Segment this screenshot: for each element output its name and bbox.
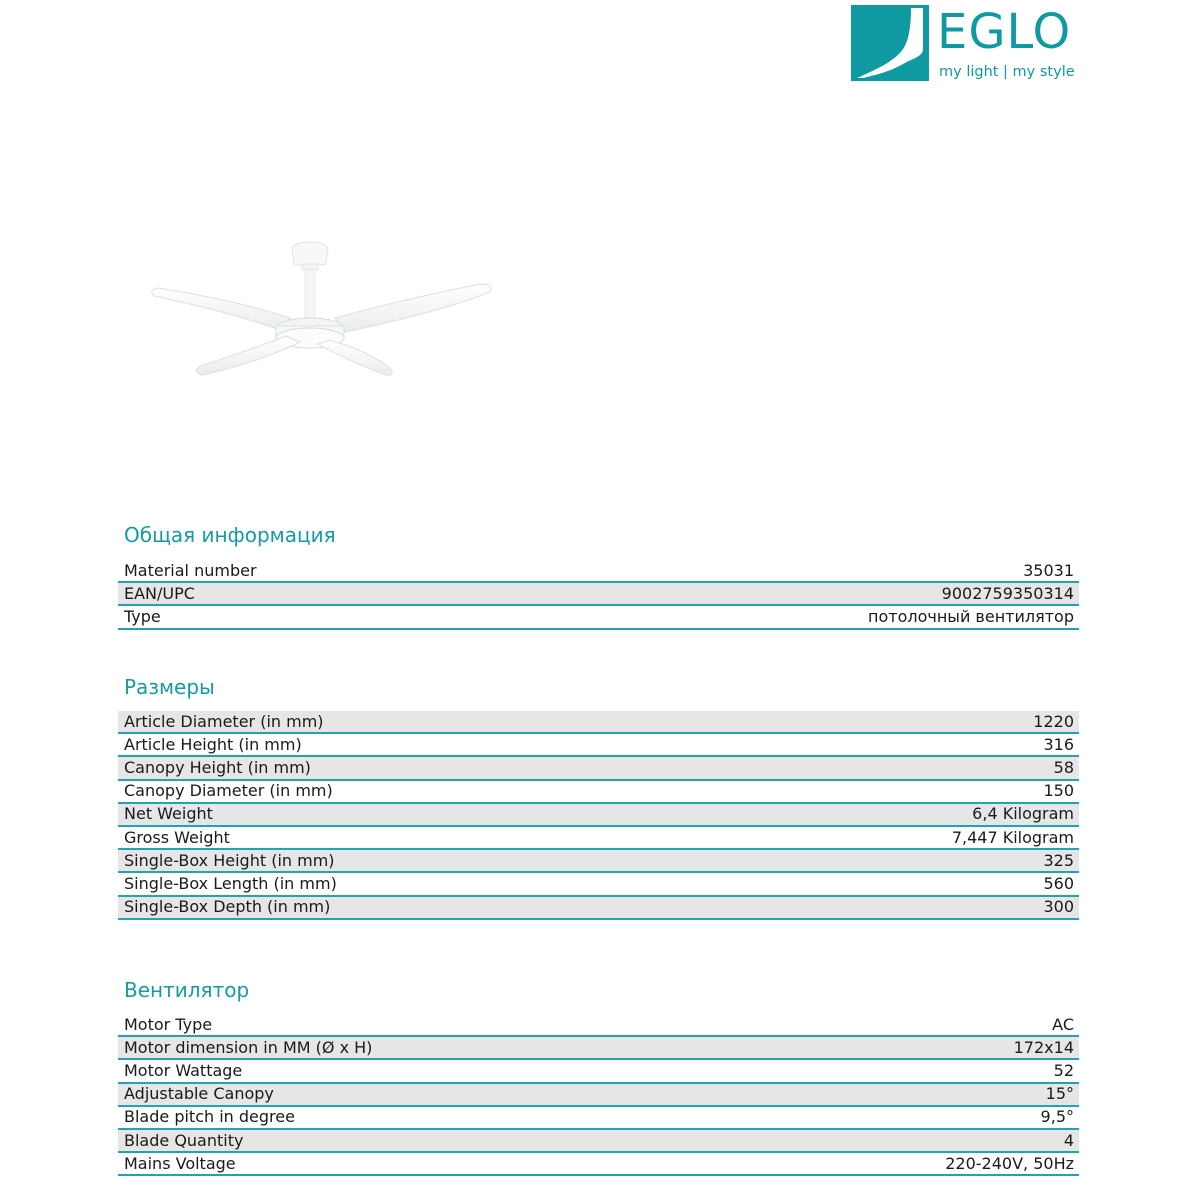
table-row (118, 781, 1079, 804)
table-general (118, 560, 1079, 630)
row-label: Mains Voltage (124, 1153, 236, 1173)
table-row (118, 734, 1079, 757)
table-row (118, 897, 1079, 920)
brand-logo (851, 5, 1081, 81)
section-title-general: Общая информация (124, 523, 336, 547)
row-value: 9,5° (1040, 1107, 1074, 1127)
row-value: 52 (1053, 1060, 1074, 1080)
table-dimensions (118, 711, 1079, 920)
table-row (118, 583, 1079, 606)
table-row (118, 1060, 1079, 1083)
table-row (118, 850, 1079, 873)
row-value: 15° (1045, 1084, 1074, 1104)
table-row (118, 1107, 1079, 1130)
row-label: Article Height (in mm) (124, 734, 302, 754)
row-label: Blade pitch in degree (124, 1107, 295, 1127)
row-value: 325 (1043, 850, 1074, 870)
row-label: Net Weight (124, 804, 213, 824)
row-label: Type (124, 606, 161, 626)
section-title-dimensions: Размеры (124, 675, 215, 699)
table-row (118, 560, 1079, 583)
row-label: Gross Weight (124, 827, 230, 847)
table-row (118, 1084, 1079, 1107)
row-value: 1220 (1033, 711, 1074, 731)
row-value: AC (1052, 1014, 1074, 1034)
row-label: Single-Box Height (in mm) (124, 850, 335, 870)
row-value: 560 (1043, 873, 1074, 893)
table-fan (118, 1014, 1079, 1176)
row-value: 316 (1043, 734, 1074, 754)
row-value: 35031 (1023, 560, 1074, 580)
row-label: Single-Box Depth (in mm) (124, 897, 331, 917)
row-value: 58 (1053, 757, 1074, 777)
table-row (118, 873, 1079, 896)
table-row (118, 1153, 1079, 1176)
eglo-logo-icon (851, 5, 929, 81)
table-row (118, 827, 1079, 850)
table-row (118, 1014, 1079, 1037)
row-value: 4 (1063, 1130, 1074, 1150)
row-label: Canopy Height (in mm) (124, 757, 311, 777)
table-row (118, 1130, 1079, 1153)
row-value: 7,447 Kilogram (951, 827, 1074, 847)
table-row (118, 711, 1079, 734)
row-value: 300 (1043, 897, 1074, 917)
row-value: 9002759350314 (941, 583, 1074, 603)
row-label: Motor Wattage (124, 1060, 243, 1080)
row-label: Motor dimension in MM (Ø x H) (124, 1037, 373, 1057)
row-value: 150 (1043, 781, 1074, 801)
brand-name: EGLO (937, 4, 1072, 60)
table-row (118, 804, 1079, 827)
row-label: Blade Quantity (124, 1130, 244, 1150)
ceiling-fan-image (140, 230, 510, 380)
row-label: Motor Type (124, 1014, 213, 1034)
row-label: Article Diameter (in mm) (124, 711, 324, 731)
row-label: Single-Box Length (in mm) (124, 873, 337, 893)
row-label: Material number (124, 560, 257, 580)
row-value: 6,4 Kilogram (972, 804, 1074, 824)
row-value: потолочный вентилятор (868, 606, 1074, 626)
row-label: Canopy Diameter (in mm) (124, 781, 333, 801)
brand-tagline: my light | my style (939, 64, 1075, 80)
row-label: Adjustable Canopy (124, 1084, 274, 1104)
table-row (118, 1037, 1079, 1060)
section-title-fan: Вентилятор (124, 978, 250, 1002)
row-value: 220-240V, 50Hz (945, 1153, 1074, 1173)
table-row (118, 757, 1079, 780)
row-value: 172x14 (1013, 1037, 1074, 1057)
row-label: EAN/UPC (124, 583, 195, 603)
table-row (118, 606, 1079, 629)
